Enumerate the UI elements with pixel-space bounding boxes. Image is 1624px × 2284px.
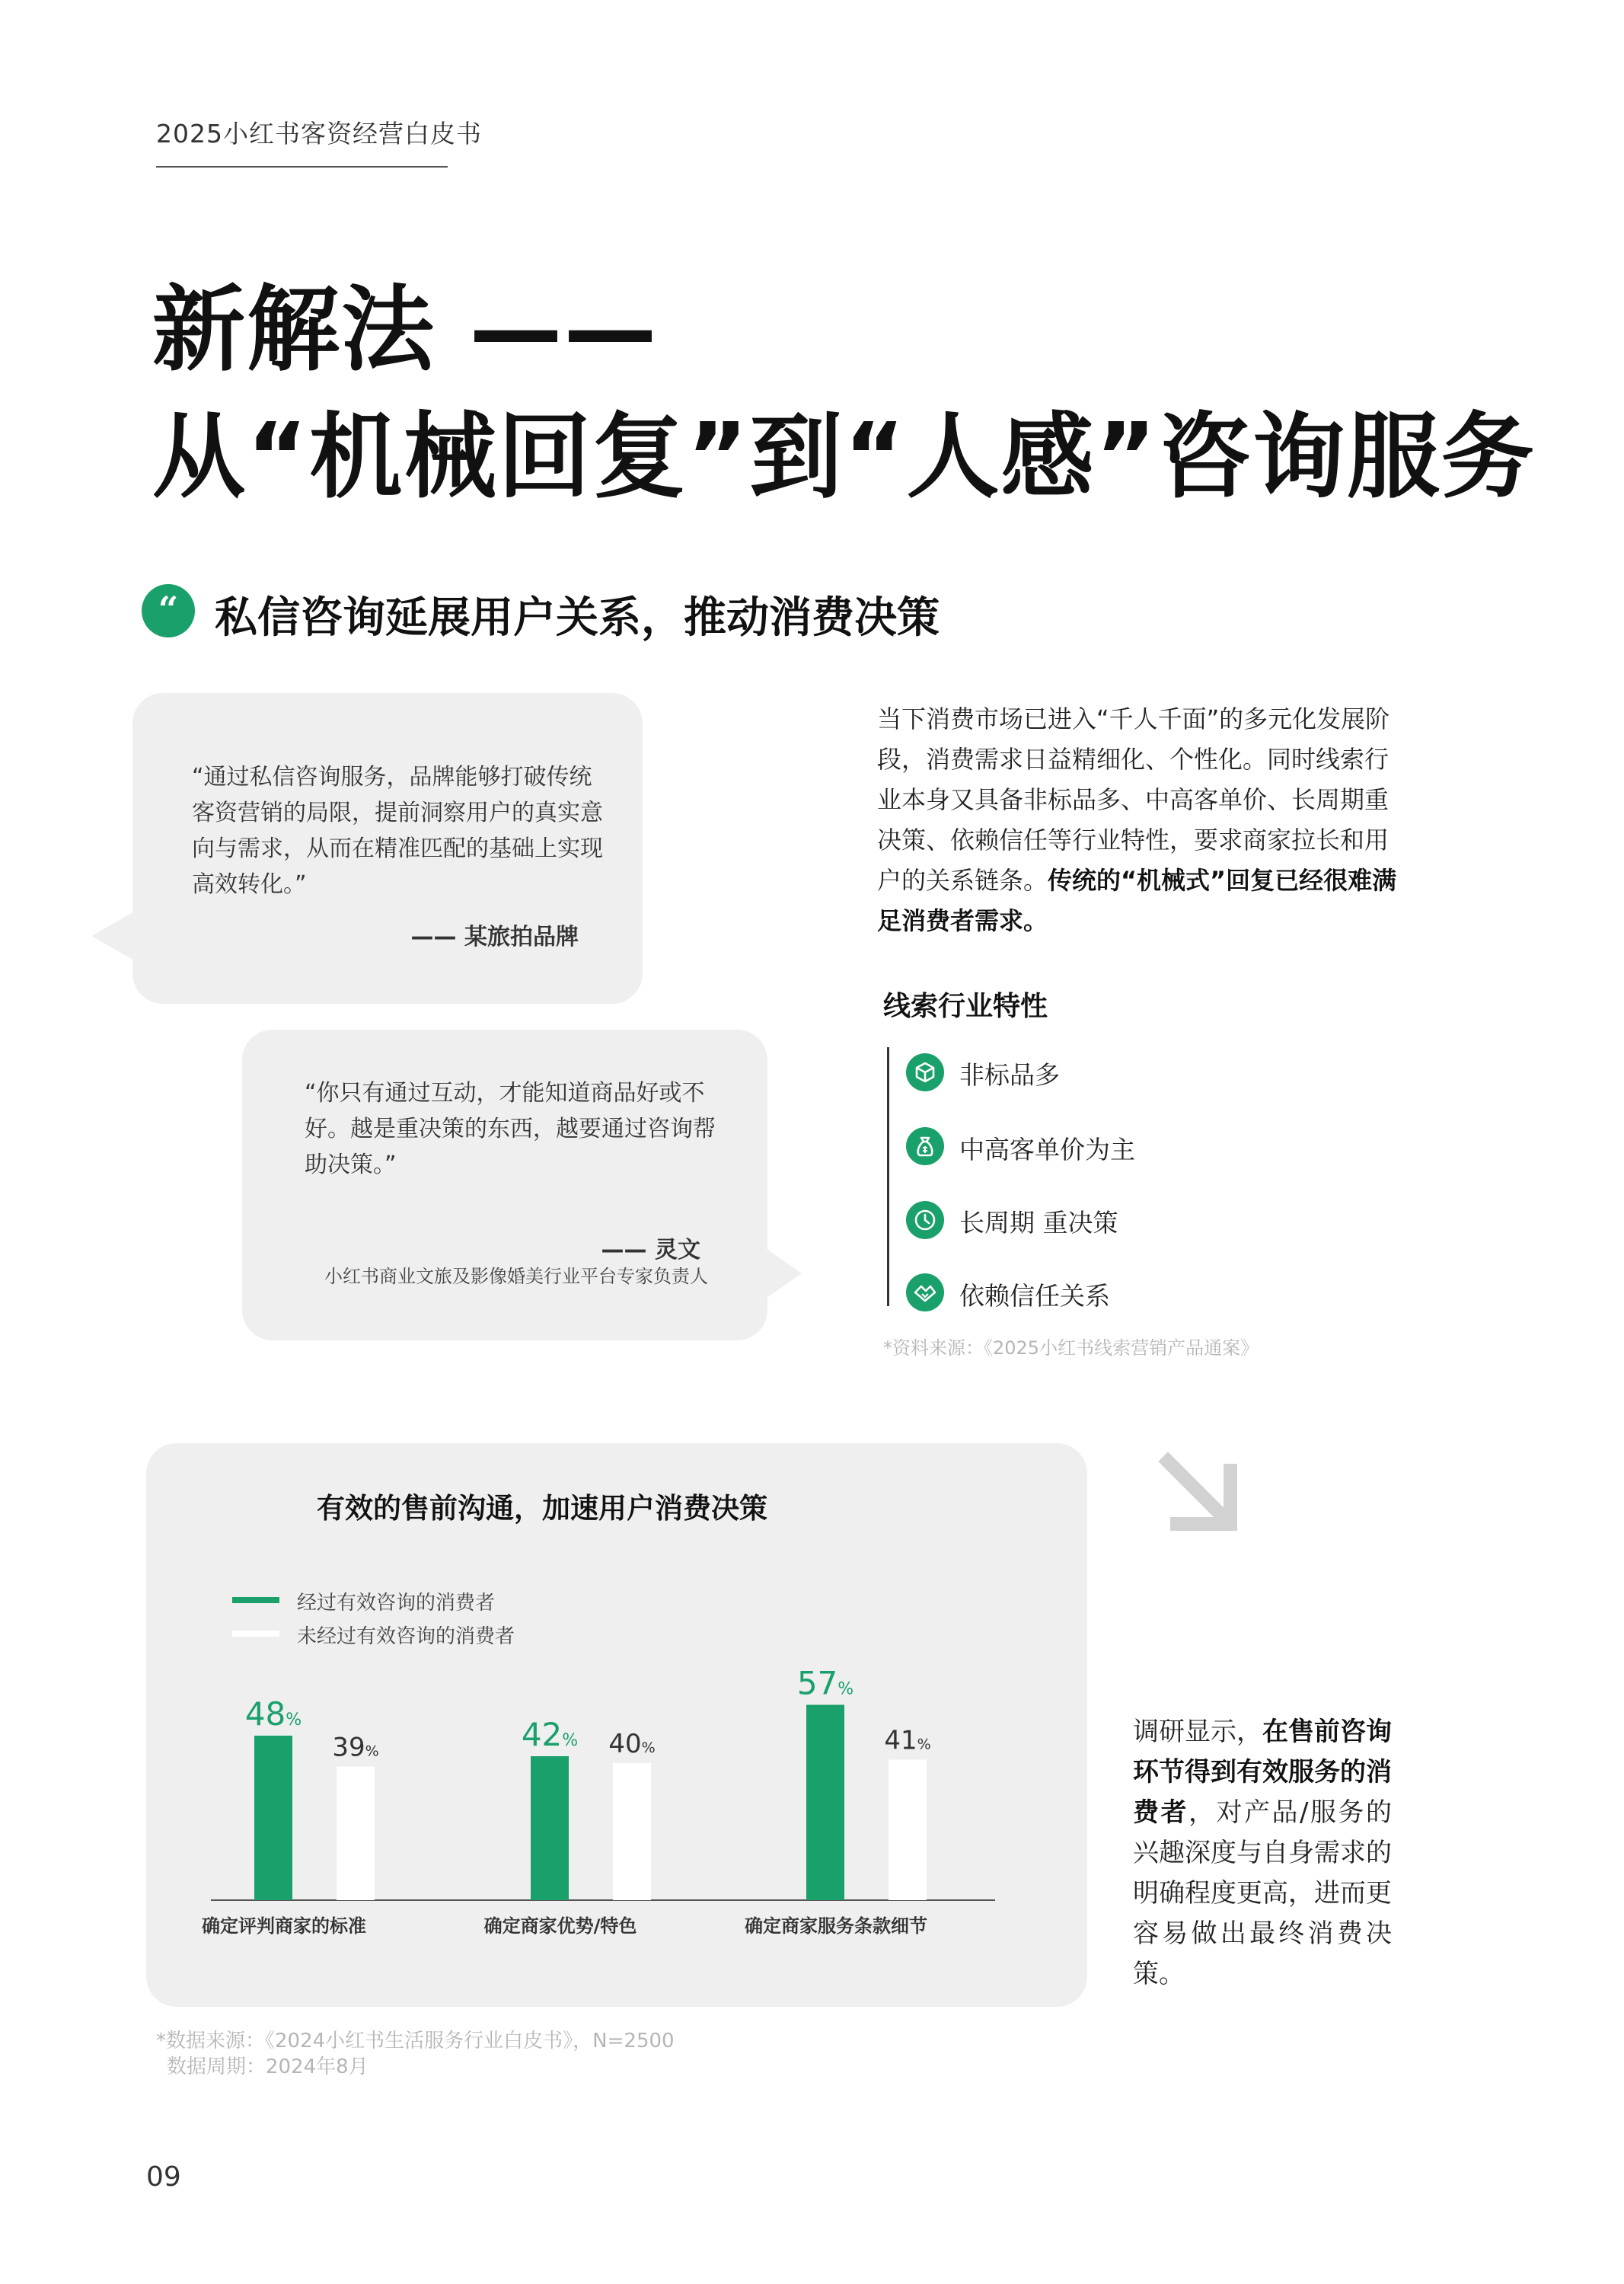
data-label: 40% [608, 1729, 656, 1759]
data-label: 39% [332, 1732, 379, 1763]
arrow-down-right-icon [1157, 1451, 1249, 1542]
survey-note-bold: 在售前咨询环节得到有效服务的消费者 [1133, 1717, 1392, 1828]
quote-source-1: —— 某旅拍品牌 [410, 924, 579, 950]
trait-label: 长周期 重决策 [959, 1208, 1118, 1238]
data-label: 41% [884, 1725, 931, 1756]
running-title: 2025小红书客资经营白皮书 [156, 119, 482, 149]
trait-label: 非标品多 [959, 1060, 1060, 1090]
quote-text-2: “你只有通过互动，才能知道商品好或不好。越是重决策的东西，越要通过咨询帮助决策。” [305, 1080, 716, 1178]
bar-not-consulted [613, 1763, 651, 1900]
handshake-icon [906, 1273, 944, 1311]
bar-consulted [531, 1756, 569, 1900]
bar-not-consulted [337, 1767, 375, 1901]
survey-note [1133, 1712, 1392, 1995]
intro-bold: 传统的“机械式”回复已经很难满足消费者需求。 [877, 866, 1397, 935]
data-label: 42% [521, 1716, 579, 1753]
intro-paragraph [877, 699, 1410, 941]
legend-label-series-2: 未经过有效咨询的消费者 [297, 1625, 515, 1648]
data-label: 48% [244, 1695, 302, 1733]
chart-source-line1: *数据来源：《2024小红书生活服务行业白皮书》，N=2500 [156, 2030, 675, 2052]
traits-title: 线索行业特性 [883, 991, 1048, 1022]
quote-source-title-2: 小红书商业文旅及影像婚美行业平台专家负责人 [324, 1266, 708, 1287]
page-title-line1: 新解法 —— [152, 276, 659, 384]
bar-chart [146, 1443, 1087, 2007]
bar-consulted [806, 1705, 844, 1901]
bubble-tail [91, 910, 137, 962]
quote-text-1: “通过私信咨询服务，品牌能够打破传统客资营销的局限，提前洞察用户的真实意向与需求，从而在精准匹配的基础上实现高效转化。” [192, 764, 603, 898]
bubble-tail [767, 1249, 802, 1298]
category-label: 确定商家服务条款细节 [745, 1915, 927, 1937]
traits-divider [887, 1047, 889, 1306]
chart-title: 有效的售前沟通，加速用户消费决策 [317, 1492, 767, 1525]
header-rule [156, 166, 448, 168]
bar-not-consulted [889, 1760, 927, 1901]
chart-source-line2: 数据周期：2024年8月 [167, 2056, 369, 2078]
quote-icon: “ [142, 584, 195, 637]
chart-source-note [156, 2028, 675, 2080]
clock-icon [906, 1201, 944, 1239]
intro-plain: 当下消费市场已进入“千人千面”的多元化发展阶段，消费需求日益精细化、个性化。同时线索行业本身又具备非标品多、中高客单价、长周期重决策、依赖信任等行业特性，要求商家拉长和用户的关系链条。 [877, 704, 1390, 895]
data-label: 57% [796, 1664, 854, 1702]
quote-source-2: —— 灵文 [601, 1237, 700, 1263]
traits-source-note: *资料来源：《2025小红书线索营销产品通案》 [883, 1337, 1259, 1359]
survey-note-part2: ，对产品/服务的兴趣深度与自身需求的明确程度更高，进而更容易做出最终消费决策。 [1133, 1797, 1392, 1989]
box-icon [906, 1053, 944, 1091]
trait-label: 依赖信任关系 [959, 1281, 1110, 1311]
page-title-line2: 从“机械回复”到“人感”咨询服务 [152, 403, 1536, 511]
money-bag-icon [906, 1127, 944, 1165]
survey-note-part1: 调研显示， [1133, 1717, 1262, 1747]
category-label: 确定商家优势/特色 [483, 1915, 637, 1937]
category-label: 确定评判商家的标准 [202, 1915, 366, 1937]
trait-label: 中高客单价为主 [959, 1135, 1135, 1164]
page-number: 09 [146, 2161, 181, 2193]
section-heading: 私信咨询延展用户关系，推动消费决策 [215, 593, 940, 643]
bar-consulted [254, 1736, 292, 1900]
legend-label-series-1: 经过有效咨询的消费者 [297, 1592, 496, 1615]
